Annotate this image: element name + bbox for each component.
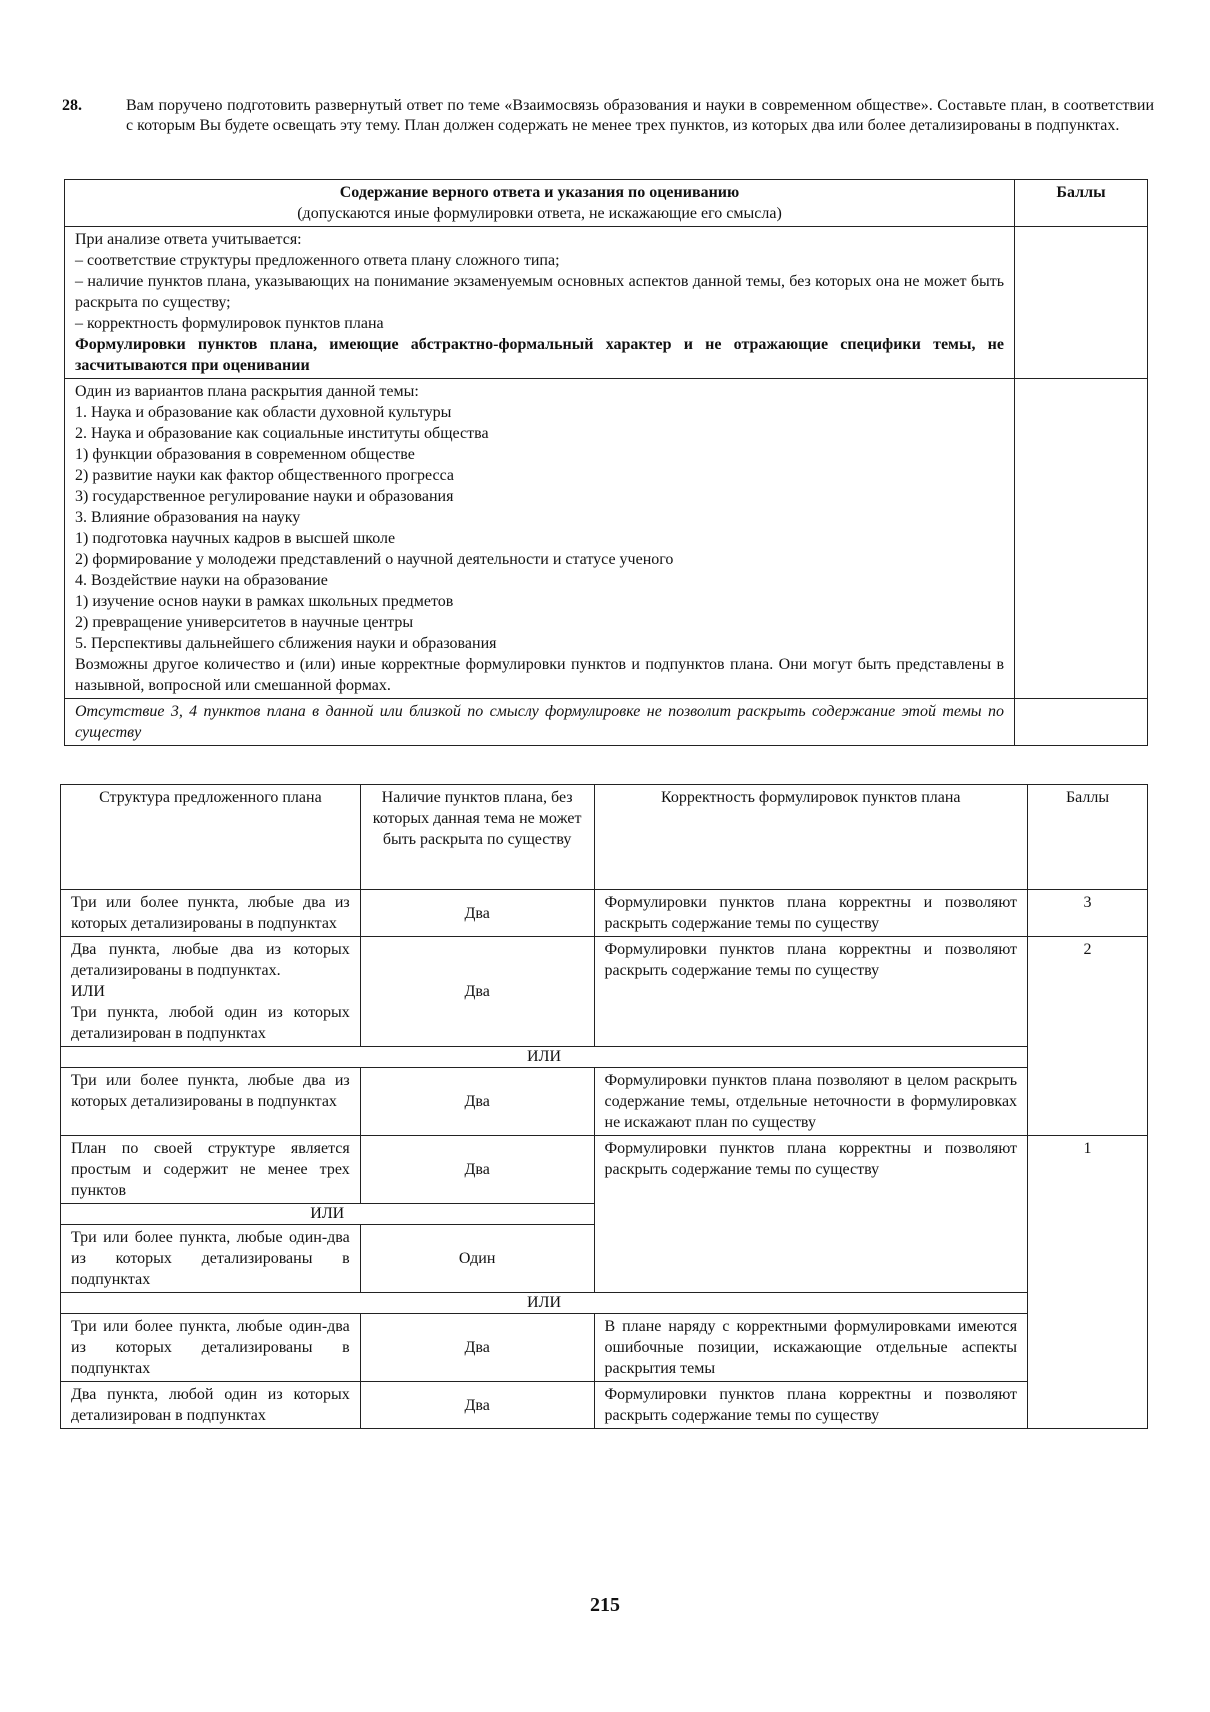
page-number: 215 (590, 1594, 620, 1616)
plan-line: 2. Наука и образование как социальные институты общества (75, 425, 489, 442)
plan-cell (65, 379, 1015, 699)
content-header (65, 180, 1015, 227)
content-header-subtitle: (допускаются иные формулировки ответа, не искажающие его смысла) (297, 205, 782, 222)
structure-cell (61, 937, 361, 1047)
presence-cell: Два (360, 1068, 594, 1136)
plan-line: 3) государственное регулирование науки и образования (75, 488, 454, 505)
criteria-line: – наличие пунктов плана, указывающих на понимание экзаменуемым основных аспектов данной темы, без которых она не может быть раскрыта по существу; (75, 273, 1004, 311)
structure-cell: План по своей структуре является простым и содержит не менее трех пунктов (61, 1136, 361, 1204)
plan-line: 3. Влияние образования на науку (75, 509, 301, 526)
structure-cell: Три или более пункта, любые два из которых детализированы в подпунктах (61, 1068, 361, 1136)
plan-line: Один из вариантов плана раскрытия данной темы: (75, 383, 419, 400)
or-label: ИЛИ (71, 983, 105, 1000)
points-header: Баллы (1015, 180, 1148, 227)
or-row: ИЛИ (61, 1293, 1028, 1314)
content-header-title: Содержание верного ответа и указания по оцениванию (339, 184, 740, 201)
header-correctness: Корректность формулировок пунктов плана (594, 785, 1028, 890)
criteria-line: – корректность формулировок пунктов плана (75, 315, 384, 332)
correctness-cell: Формулировки пунктов плана корректны и позволяют раскрыть содержание темы по существу (594, 937, 1028, 1047)
plan-line: 1) подготовка научных кадров в высшей школе (75, 530, 396, 547)
task-28 (62, 96, 1154, 136)
criteria-bold-note: Формулировки пунктов плана, имеющие абстрактно-формальный характер и не отражающие специфики темы, не засчитываются при оценивании (75, 336, 1004, 374)
task-number: 28. (62, 97, 82, 114)
score-cell: 2 (1028, 937, 1148, 1136)
presence-cell: Два (360, 937, 594, 1047)
score-cell: 1 (1028, 1136, 1148, 1429)
plan-line: 2) превращение университетов в научные центры (75, 614, 414, 631)
criteria-points-cell (1015, 227, 1148, 379)
plan-line: 1. Наука и образование как области духовной культуры (75, 404, 452, 421)
presence-cell: Два (360, 1314, 594, 1382)
note-points-cell (1015, 699, 1148, 746)
plan-line: 1) изучение основ науки в рамках школьных предметов (75, 593, 454, 610)
presence-cell: Два (360, 890, 594, 937)
presence-cell: Два (360, 1136, 594, 1204)
or-row: ИЛИ (61, 1047, 1028, 1068)
plan-line: 4. Воздействие науки на образование (75, 572, 328, 589)
header-presence: Наличие пунктов плана, без которых данная тема не может быть раскрыта по существу (360, 785, 594, 890)
plan-line: Возможны другое количество и (или) иные корректные формулировки пунктов и подпунктов плана. Они могут быть представлены в назывной, вопросной или смешанной формах. (75, 656, 1004, 694)
plan-line: 2) развитие науки как фактор общественного прогресса (75, 467, 454, 484)
presence-cell: Два (360, 1382, 594, 1429)
header-structure: Структура предложенного плана (61, 785, 361, 890)
structure-cell: Три или более пункта, любые один-два из которых детализированы в подпунктах (61, 1314, 361, 1382)
correctness-cell: Формулировки пунктов плана корректны и позволяют раскрыть содержание темы по существу (594, 890, 1028, 937)
answer-content-table (64, 179, 1148, 746)
correctness-cell: В плане наряду с корректными формулировками имеются ошибочные позиции, искажающие отдельные аспекты раскрытия темы (594, 1314, 1028, 1382)
task-text: Вам поручено подготовить развернутый ответ по теме «Взаимосвязь образования и науки в современном обществе». Составьте план, в соответствии с которым Вы будете освещать эту тему. План должен содержать не менее трех пунктов, из которых два или более детализированы в подпунктах. (126, 97, 1154, 134)
header-points: Баллы (1028, 785, 1148, 890)
or-row: ИЛИ (61, 1204, 595, 1225)
criteria-line: – соответствие структуры предложенного ответа плану сложного типа; (75, 252, 560, 269)
note-cell: Отсутствие 3, 4 пунктов плана в данной или близкой по смыслу формулировке не позволит раскрыть содержание этой темы по существу (65, 699, 1015, 746)
scoring-table (60, 784, 1148, 1429)
correctness-cell: Формулировки пунктов плана позволяют в целом раскрыть содержание темы, отдельные неточности в формулировках не искажают план по существу (594, 1068, 1028, 1136)
correctness-cell: Формулировки пунктов плана корректны и позволяют раскрыть содержание темы по существу (594, 1136, 1028, 1293)
structure-variant: Два пункта, любые два из которых детализированы в подпунктах. (71, 941, 350, 979)
correctness-cell: Формулировки пунктов плана корректны и позволяют раскрыть содержание темы по существу (594, 1382, 1028, 1429)
score-cell: 3 (1028, 890, 1148, 937)
structure-cell: Три или более пункта, любые два из которых детализированы в подпунктах (61, 890, 361, 937)
presence-cell: Один (360, 1225, 594, 1293)
structure-variant: Три пункта, любой один из которых детализирован в подпунктах (71, 1004, 350, 1042)
criteria-line: При анализе ответа учитывается: (75, 231, 302, 248)
plan-line: 5. Перспективы дальнейшего сближения науки и образования (75, 635, 497, 652)
structure-cell: Два пункта, любой один из которых детализирован в подпунктах (61, 1382, 361, 1429)
plan-line: 2) формирование у молодежи представлений о научной деятельности и статусе ученого (75, 551, 674, 568)
plan-line: 1) функции образования в современном обществе (75, 446, 415, 463)
criteria-cell (65, 227, 1015, 379)
plan-points-cell (1015, 379, 1148, 699)
structure-cell: Три или более пункта, любые один-два из которых детализированы в подпунктах (61, 1225, 361, 1293)
